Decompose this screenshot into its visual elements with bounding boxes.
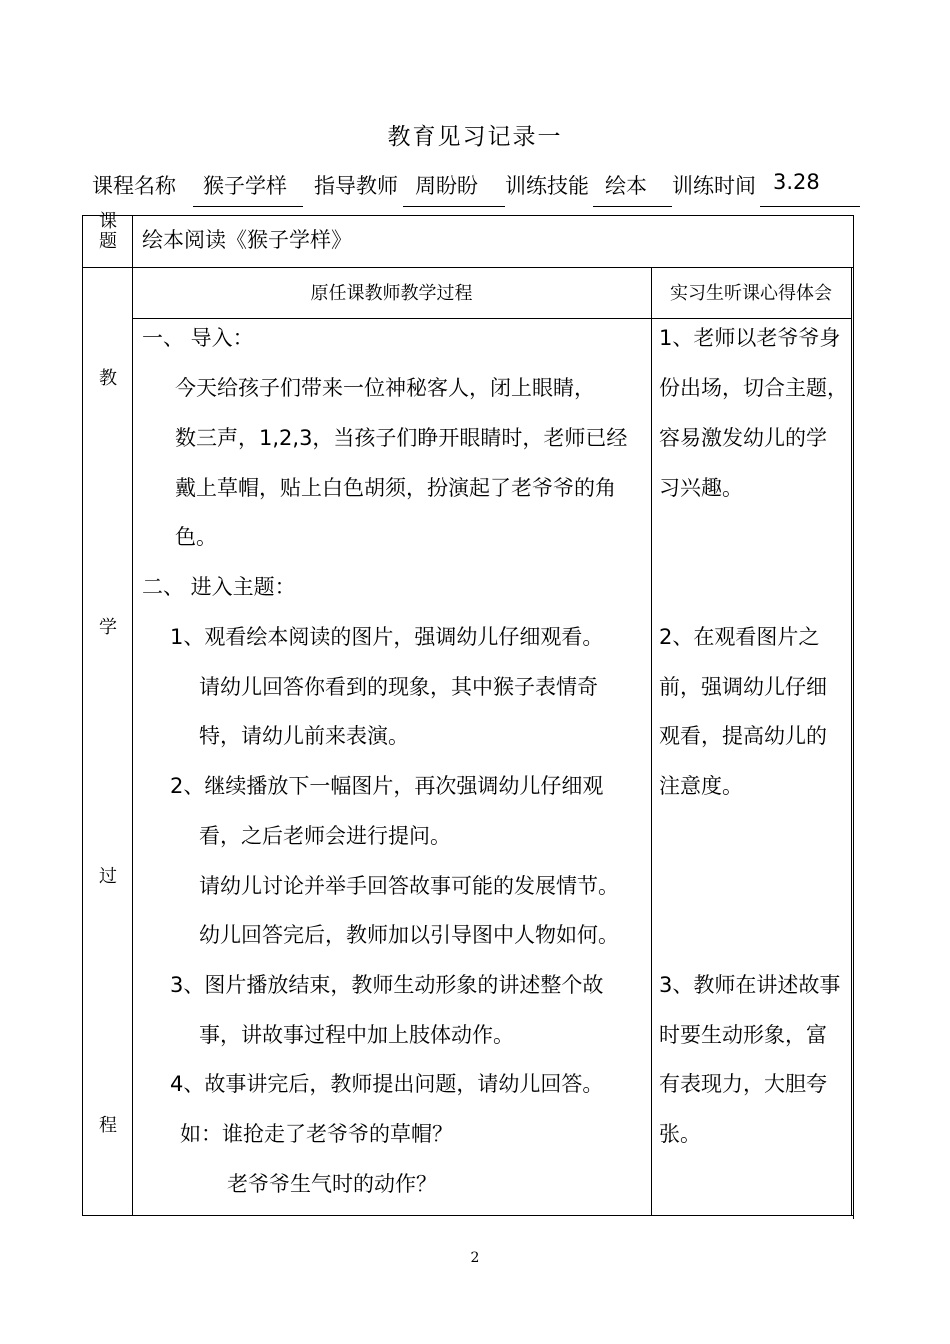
process-column-header: 原任课教师教学过程 (310, 283, 473, 304)
process-line: 看，之后老师会进行提问。 (199, 824, 451, 848)
time-value: 3.28 (773, 170, 820, 194)
reflection-line: 张。 (659, 1122, 701, 1146)
reflection-line: 观看，提高幼儿的 (659, 724, 827, 748)
reflection-line: 时要生动形象，富 (659, 1023, 827, 1047)
reflection-line: 注意度。 (659, 774, 743, 798)
process-line: 幼儿回答完后，教师加以引导图中人物如何。 (199, 923, 619, 947)
process-label-char: 学 (99, 617, 117, 638)
process-line: 4、故事讲完后，教师提出问题，请幼儿回答。 (170, 1072, 604, 1096)
topic-label: 课 题 (99, 211, 117, 252)
process-line: 一、 导入： (142, 326, 254, 350)
process-line: 数三声，1,2,3，当孩子们睁开眼睛时，老师已经 (175, 426, 628, 450)
reflection-line: 前，强调幼儿仔细 (659, 675, 827, 699)
page-number: 2 (470, 1250, 480, 1266)
teacher-label: 指导教师 (314, 174, 398, 198)
course-name-label: 课程名称 (92, 174, 176, 198)
reflection-line: 1、老师以老爷爷身 (659, 326, 841, 350)
course-name-value: 猴子学样 (203, 174, 287, 198)
skill-value: 绘本 (605, 174, 647, 198)
process-line: 今天给孩子们带来一位神秘客人，闭上眼睛， (175, 376, 595, 400)
reflection-line: 2、在观看图片之 (659, 625, 820, 649)
process-line: 如：谁抢走了老爷爷的草帽？ (180, 1122, 453, 1146)
table-border-left (82, 215, 83, 1216)
process-line: 事，讲故事过程中加上肢体动作。 (199, 1023, 514, 1047)
reflection-line: 有表现力，大胆夸 (659, 1072, 827, 1096)
process-label-char: 过 (99, 866, 117, 887)
content-column-divider (651, 267, 652, 1216)
process-line: 二、 进入主题： (142, 575, 296, 599)
table-border-right-inner (851, 267, 852, 1216)
reflection-line: 习兴趣。 (659, 476, 743, 500)
process-line: 请幼儿回答你看到的现象，其中猴子表情奇 (199, 675, 598, 699)
topic-value: 绘本阅读《猴子学样》 (142, 228, 352, 252)
process-line: 老爷爷生气时的动作？ (227, 1172, 437, 1196)
reflection-line: 容易激发幼儿的学 (659, 426, 827, 450)
process-line: 1、观看绘本阅读的图片，强调幼儿仔细观看。 (170, 625, 604, 649)
process-line: 戴上草帽，贴上白色胡须，扮演起了老爷爷的角 (175, 476, 616, 500)
process-label-char: 教 (99, 368, 117, 389)
reflection-column-header: 实习生听课心得体会 (670, 283, 832, 304)
process-line: 特，请幼儿前来表演。 (199, 724, 409, 748)
skill-underline (593, 206, 672, 207)
label-column-divider (132, 215, 133, 1216)
time-underline (760, 206, 860, 207)
process-line: 色。 (175, 525, 217, 549)
header-divider (132, 318, 851, 319)
reflection-line: 份出场，切合主题， (659, 376, 848, 400)
teacher-value: 周盼盼 (415, 174, 478, 198)
table-border-right (853, 215, 854, 1219)
process-line: 2、继续播放下一幅图片，再次强调幼儿仔细观 (170, 774, 604, 798)
time-label: 训练时间 (672, 174, 756, 198)
process-line: 请幼儿讨论并举手回答故事可能的发展情节。 (199, 874, 619, 898)
table-border-top (82, 215, 853, 216)
course-underline (193, 206, 303, 207)
table-border-bottom (82, 1215, 853, 1216)
process-line: 3、图片播放结束，教师生动形象的讲述整个故 (170, 973, 604, 997)
process-label-char: 程 (99, 1115, 117, 1136)
reflection-line: 3、教师在讲述故事 (659, 973, 841, 997)
skill-label: 训练技能 (505, 174, 589, 198)
row-divider (82, 267, 853, 268)
document-title: 教育见习记录一 (387, 124, 563, 150)
teacher-underline (403, 206, 505, 207)
